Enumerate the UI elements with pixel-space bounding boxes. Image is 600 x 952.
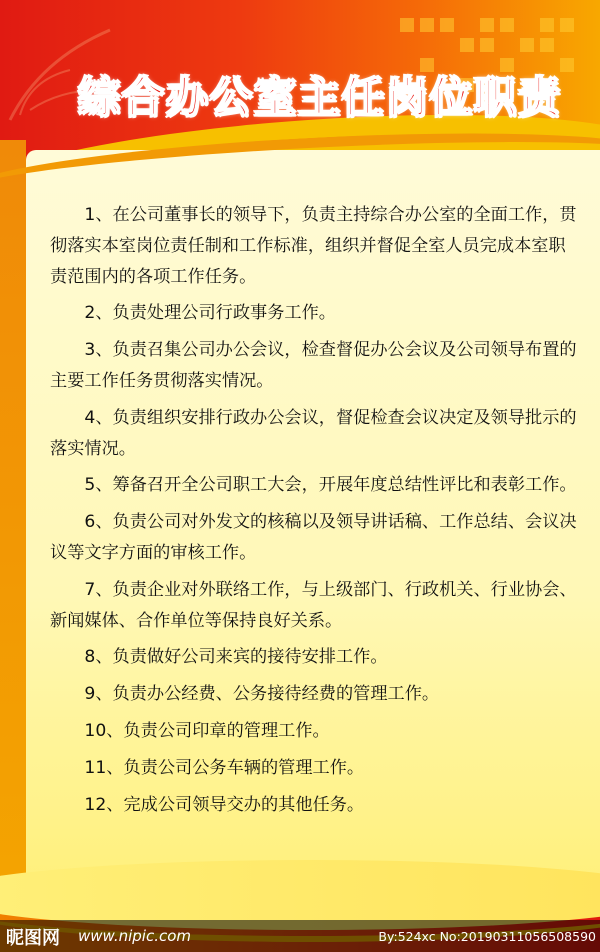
duty-item: 5、筹备召开全公司职工大会，开展年度总结性评比和表彰工作。 xyxy=(84,475,577,496)
title-area xyxy=(60,64,580,132)
watermark-logo: 昵图网 xyxy=(6,928,60,949)
duty-item: 11、负责公司公务车辆的管理工作。 xyxy=(84,757,365,778)
watermark-id: By:524xc No:20190311056508590 xyxy=(378,929,596,944)
duty-item: 10、负责公司印章的管理工作。 xyxy=(84,720,330,741)
duty-item: 6、负责公司对外发文的核稿以及领导讲话稿、工作总结、会议决议等文字方面的审核工作。 xyxy=(50,512,577,563)
duty-item: 3、负责召集公司办公会议，检查督促办公会议及公司领导布置的主要工作任务贯彻落实情况。 xyxy=(50,340,577,391)
duty-item: 2、负责处理公司行政事务工作。 xyxy=(84,303,336,324)
duty-item: 7、负责企业对外联络工作，与上级部门、行政机关、行业协会、新闻媒体、合作单位等保持良好关系。 xyxy=(50,579,577,631)
duty-item: 9、负责办公经费、公务接待经费的管理工作。 xyxy=(84,684,440,705)
duty-item: 1、在公司董事长的领导下，负责主持综合办公室的全面工作，贯彻落实本室岗位责任制和工作标准，组织并督促全室人员完成本室职责范围内的各项工作任务。 xyxy=(50,205,577,287)
duty-item: 4、负责组织安排行政办公会议，督促检查会议决定及领导批示的落实情况。 xyxy=(50,407,577,459)
duties-list xyxy=(50,200,580,826)
page-title: 综合办公室主任岗位职责 xyxy=(77,73,562,122)
watermark-bar xyxy=(0,920,600,952)
duty-item: 12、完成公司领导交办的其他任务。 xyxy=(84,794,365,815)
duty-item: 8、负责做好公司来宾的接待安排工作。 xyxy=(84,647,388,668)
watermark-site: www.nipic.com xyxy=(78,927,192,945)
left-accent-bar xyxy=(0,140,26,952)
